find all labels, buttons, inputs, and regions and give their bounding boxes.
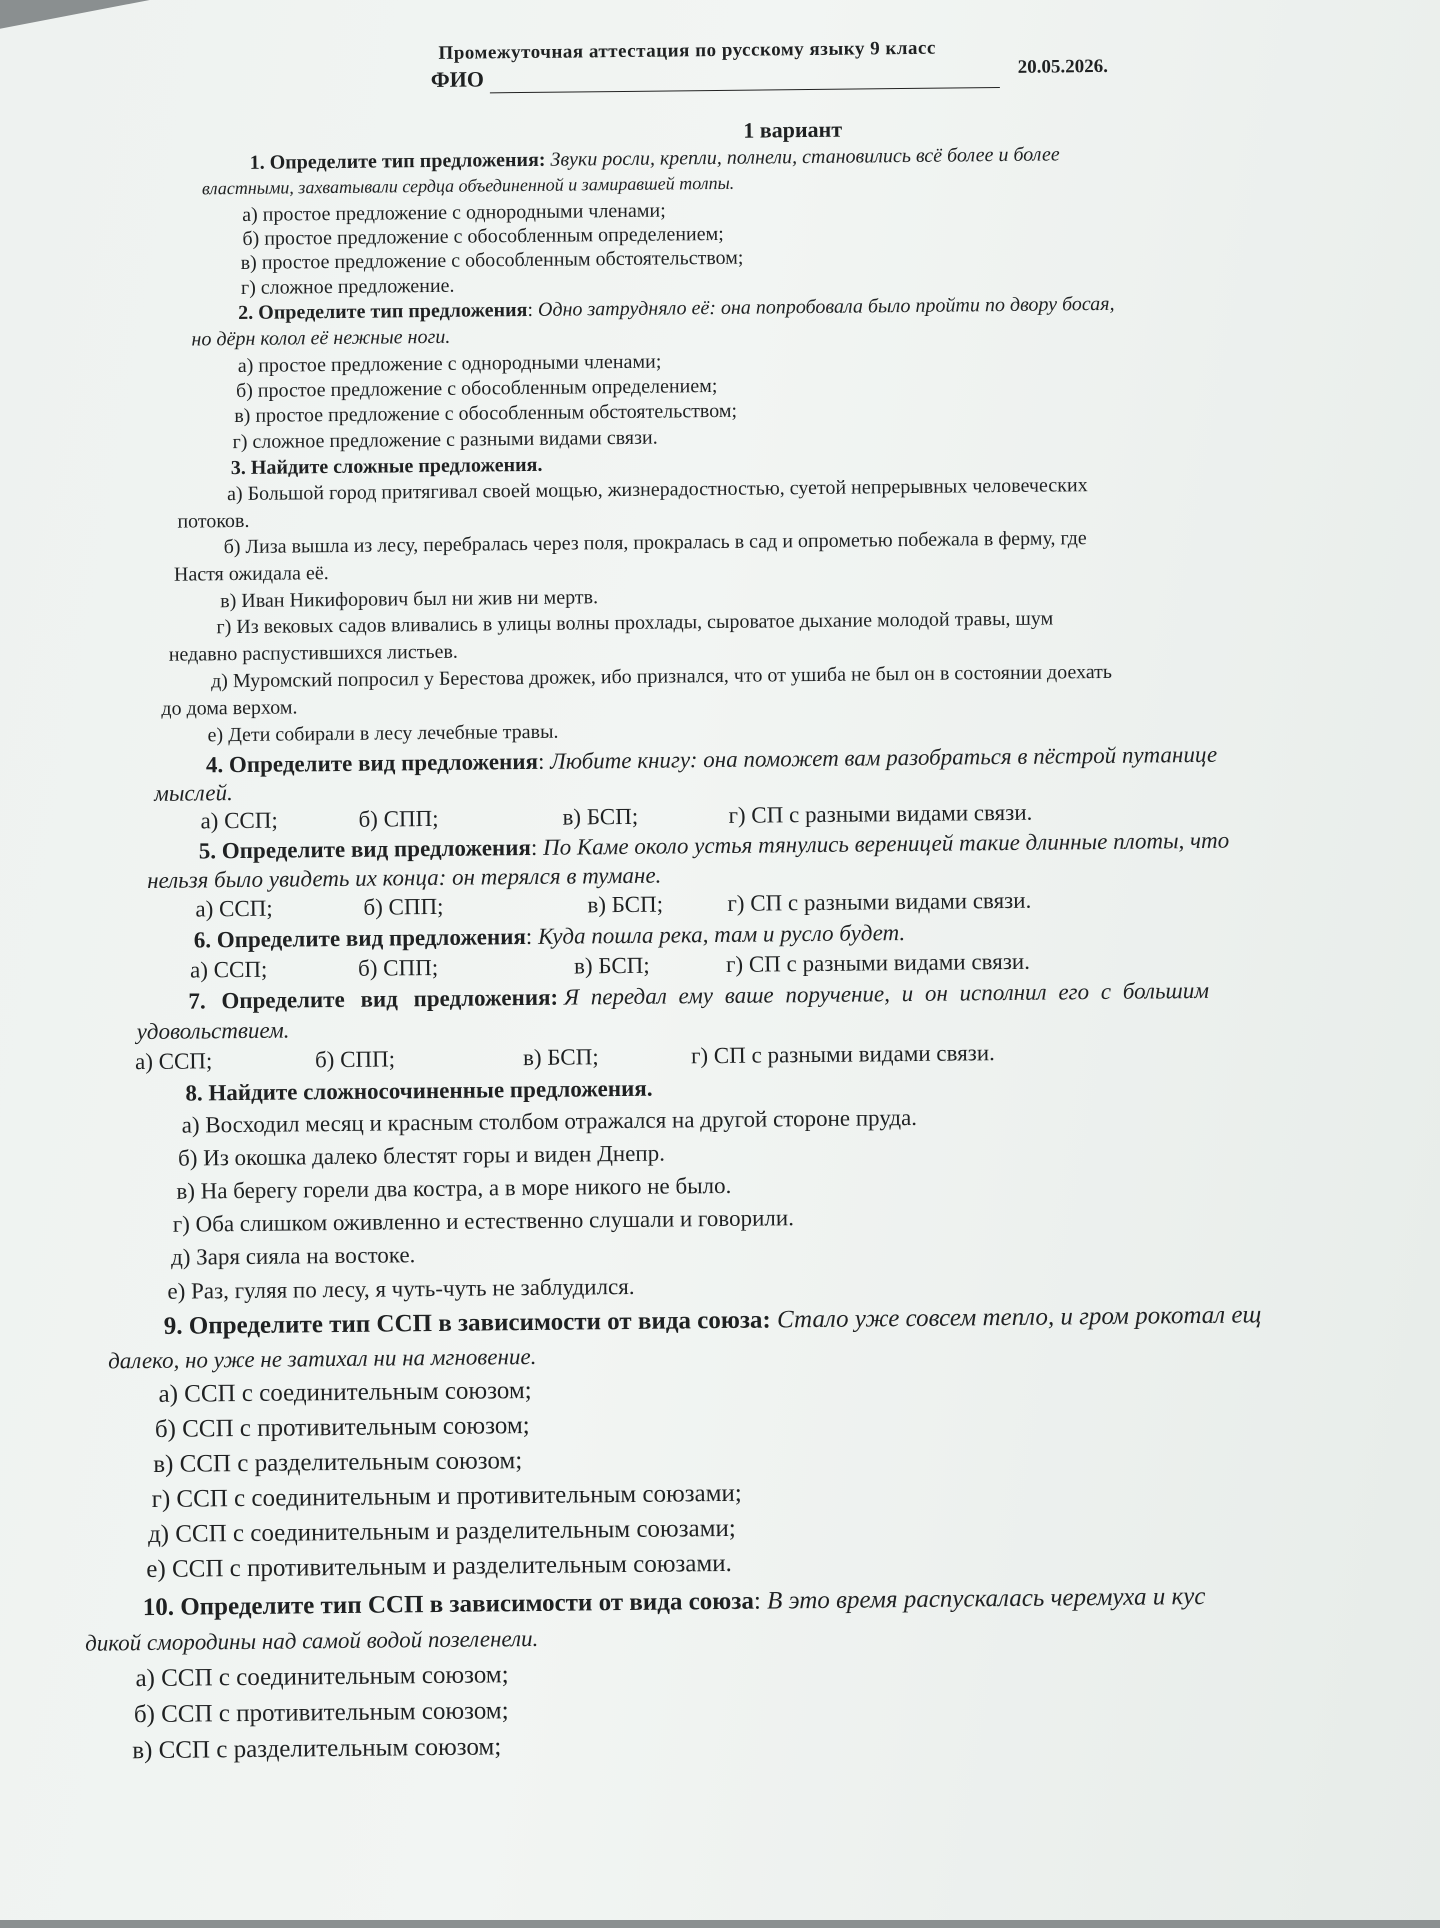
question-10 [143,1582,1206,1622]
question-prompt: 6. Определите вид предложения [193,924,526,953]
option-cont: до дома верхом. [161,696,298,720]
question-text-cont: властными, захватывали сердца объединенной и замиравшей толпы. [201,172,735,199]
option-cont: Настя ожидала её. [173,562,329,586]
variant-heading: 1 вариант [743,116,843,143]
option: б) Из окошка далеко блестят горы и виден Днепр. [177,1140,666,1171]
option: б) СПП; [357,954,439,981]
question-9 [164,1300,1262,1340]
question-text-cont: дикой смородины над самой водой позеленели. [84,1625,539,1656]
option-cont: потоков. [177,509,250,533]
question-text-cont: нельзя было увидеть их конца: он терялся в тумане. [147,862,662,893]
colon: : [525,923,533,950]
question-text-cont: мыслей. [154,780,233,806]
option: в) БСП; [587,891,664,918]
question-prompt: 2. Определите тип предложения [238,298,528,325]
option: а) Восходил месяц и красным столбом отражался на другой стороне пруда. [181,1104,918,1138]
question-text-cont: удовольствием. [136,1017,290,1045]
question-8-prompt: 8. Найдите сложносочиненные предложения. [185,1075,653,1106]
option: г) сложное предложение с разными видами связи. [232,426,658,454]
option: б) ССП с противительным союзом; [133,1697,509,1729]
question-prompt: 10. Определите тип ССП в зависимости от вида союза [142,1587,755,1622]
option: б) простое предложение с обособленным определением; [235,374,718,403]
option: в) ССП с разделительным союзом; [132,1733,502,1765]
option: в) Иван Никифорович был ни жив ни мертв. [220,586,599,613]
answer-options [190,948,1030,984]
question-text: Я передал ему ваше поручение, и он исполнил его с большим [563,977,1210,1010]
question-prompt: 9. Определите тип ССП в зависимости от вида союза: [163,1306,771,1340]
fio-label: ФИО [430,66,485,92]
question-text: В это время распускалась черемуха и кус [766,1582,1206,1615]
answer-options [135,1039,995,1075]
option: б) ССП с противительным союзом; [154,1412,530,1443]
option: в) простое предложение с обособленным обстоятельством; [240,246,744,274]
question-text: Звуки росли, крепли, полнели, становились всё более и более [550,143,1060,171]
option: б) СПП; [363,893,444,920]
question-3-prompt: 3. Найдите сложные предложения. [230,453,543,480]
option: г) СП с разными видами связи. [725,948,1031,977]
question-prompt: 7. Определите вид предложения: [188,984,559,1014]
option: е) ССП с противительным и разделительным союзами. [146,1549,732,1584]
question-text: По Каме около устья тянулись вереницей такие длинные плоты, что [542,827,1230,860]
option: г) ССП с соединительным и противительным союзами; [151,1479,742,1513]
option-cont: недавно распустившихся листьев. [168,640,458,666]
option: д) ССП с соединительным и разделительным союзами; [147,1514,736,1549]
option: в) БСП; [562,803,639,830]
option: б) СПП; [314,1046,396,1073]
option: е) Дети собирали в лесу лечебные травы. [207,720,559,747]
option: г) СП с разными видами связи. [727,887,1032,916]
option: а) Большой город притягивал своей мощью, жизнерадостностью, суетой непрерывных человеческих [226,474,1088,506]
colon: : [753,1587,761,1615]
date: 20.05.2026. [1017,55,1109,78]
option: б) Лиза вышла из лесу, перебралась через поля, прокралась в сад и опрометью побежала в ферму, где [223,527,1087,559]
page-title: Промежуточная аттестация по русскому языку 9 класс [438,37,936,64]
option: а) ССП; [189,956,268,983]
question-prompt: 4. Определите вид предложения [205,748,539,778]
option: а) ССП; [200,807,278,834]
option: г) Из вековых садов вливались в улицы волны прохлады, сыроватое дыхание молодой травы, шум [216,607,1054,639]
option: г) Оба слишком оживленно и естественно слушали и говорили. [172,1205,795,1237]
option: в) БСП; [522,1044,599,1071]
option: а) простое предложение с однородными членами; [237,350,662,378]
option: а) простое предложение с однородными членами; [242,199,666,226]
option: в) На берегу горели два костра, а в море никого не было. [176,1172,732,1204]
colon: : [527,298,534,321]
question-text: Любите книгу: она поможет вам разобраться в пёстрой путанице [550,741,1218,774]
option: д) Заря сияла на востоке. [170,1242,416,1270]
option: а) ССП; [134,1048,213,1075]
option: а) ССП с соединительным союзом; [158,1376,532,1408]
question-4 [206,741,1218,779]
option: в) БСП; [573,952,650,979]
option: б) СПП; [358,805,439,832]
option: а) ССП с соединительным союзом; [135,1661,509,1693]
option: е) Раз, гуляя по лесу, я чуть-чуть не заблудился. [167,1273,635,1304]
fio-underline [490,61,1000,93]
option: в) ССП с разделительным союзом; [153,1447,523,1478]
option: г) СП с разными видами связи. [728,799,1033,828]
option: г) СП с разными видами связи. [690,1040,995,1069]
colon: : [537,748,545,774]
question-text-cont: но дёрн колол её нежные ноги. [191,325,451,351]
question-prompt: 5. Определите вид предложения [198,834,532,864]
colon: : [530,834,538,860]
option: в) простое предложение с обособленным обстоятельством; [234,399,738,428]
question-text: Одно затрудняло её: она попробовала было пройти по двору босая, [537,292,1115,321]
question-text: Куда пошла река, там и русло будет. [537,920,906,949]
question-prompt: 1. Определите тип предложения: [249,148,546,174]
question-text: Стало уже совсем тепло, и гром рокотал ещ [776,1301,1262,1334]
question-text-cont: далеко, но уже не затихал ни на мгновение. [108,1343,537,1374]
question-7 [188,977,1209,1015]
fio-field [431,61,1000,94]
option: г) сложное предложение. [240,274,455,299]
option: д) Муромский попросил у Берестова дрожек, ибо признался, что от ушиба не был он в состоянии доехать [210,660,1113,693]
option: а) ССП; [195,895,273,922]
option: б) простое предложение с обособленным определением; [242,222,724,250]
question-1 [250,142,1060,174]
question-6 [194,919,906,953]
